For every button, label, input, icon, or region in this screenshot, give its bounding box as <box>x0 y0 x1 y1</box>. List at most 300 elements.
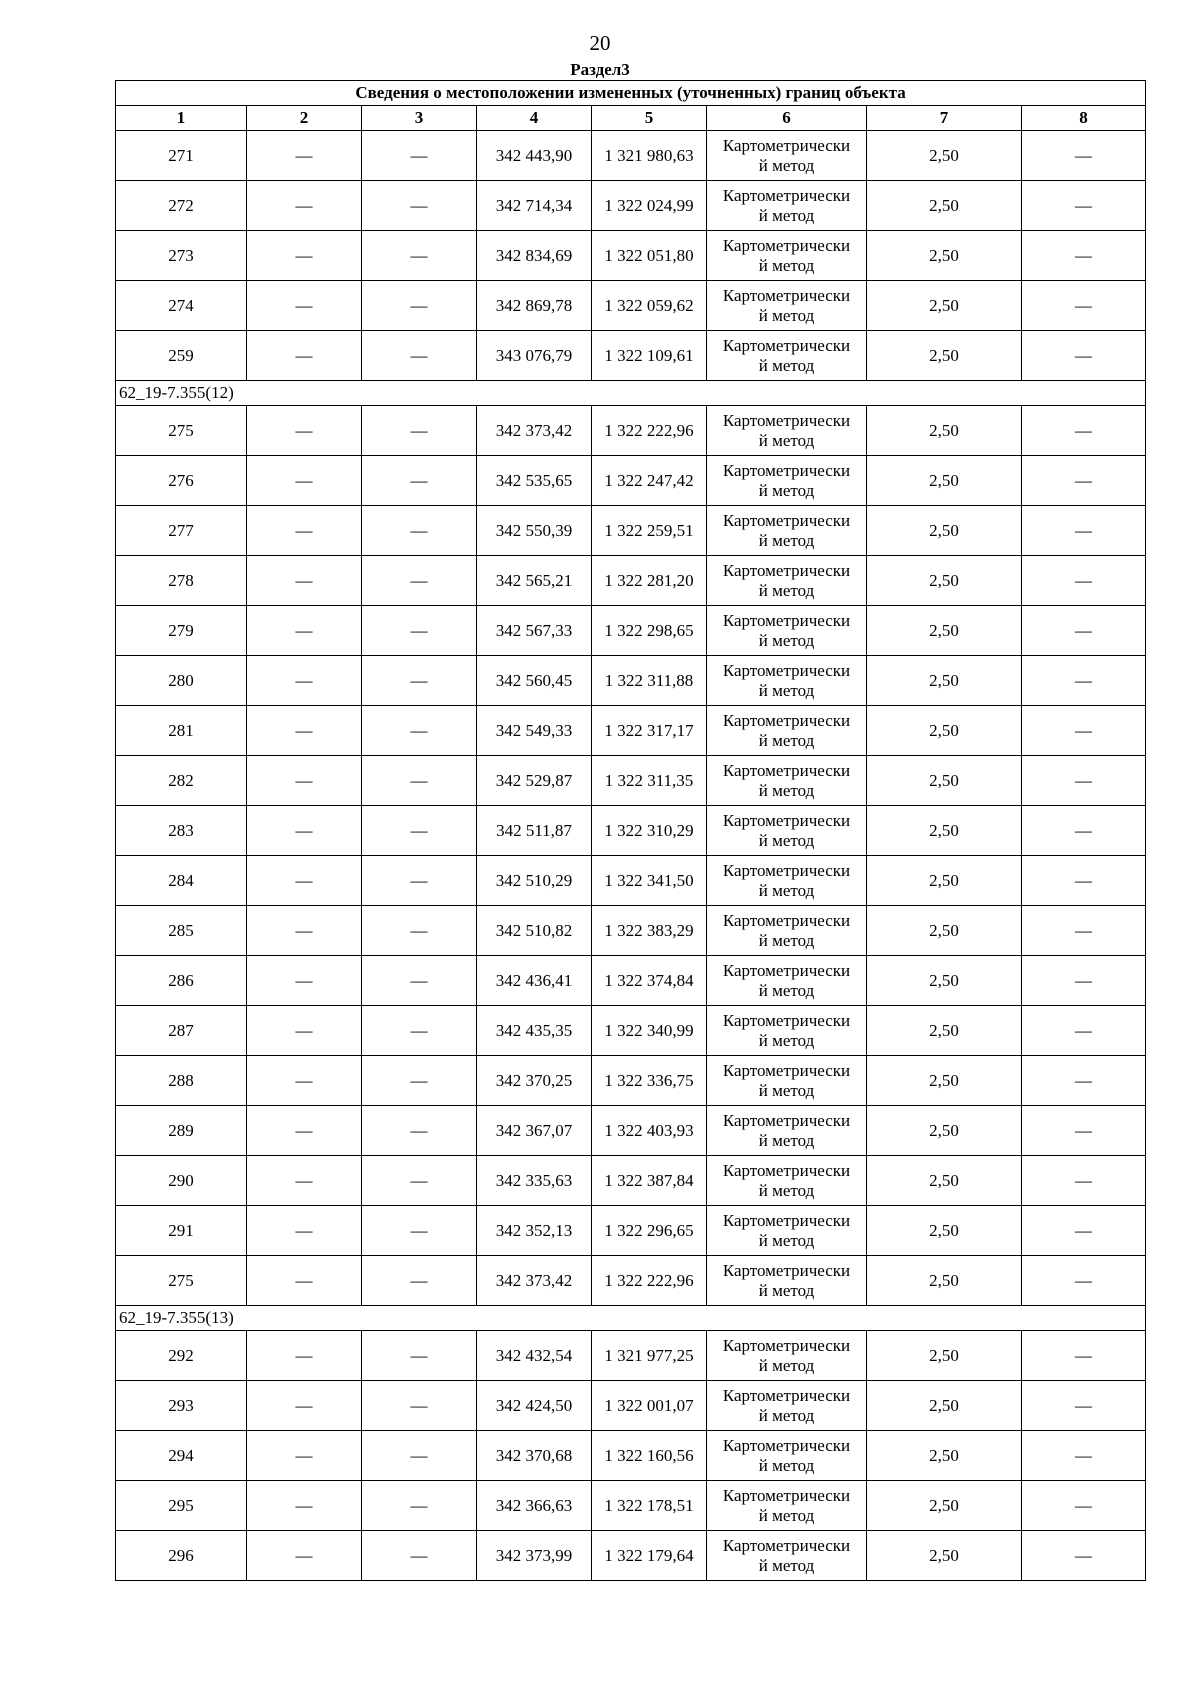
dash-cell: — <box>247 856 362 906</box>
dash-cell: — <box>247 956 362 1006</box>
method-line-1: Картометрически <box>722 910 851 930</box>
method-line-2: й метод <box>758 730 815 750</box>
method-cell <box>707 1431 867 1481</box>
point-number: 290 <box>116 1156 247 1206</box>
dash-cell: — <box>247 1106 362 1156</box>
dash-cell: — <box>1022 1331 1146 1381</box>
point-number: 275 <box>116 406 247 456</box>
method-cell <box>707 1056 867 1106</box>
column-number: 1 <box>116 106 247 131</box>
method-line-2: й метод <box>758 205 815 225</box>
method-line-2: й метод <box>758 1230 815 1250</box>
dash-cell: — <box>362 131 477 181</box>
point-number: 275 <box>116 1256 247 1306</box>
dash-cell: — <box>1022 281 1146 331</box>
parcel-group-label: 62_19-7.355(12) <box>116 381 1146 406</box>
method-line-2: й метод <box>758 580 815 600</box>
coordinate-x: 342 352,13 <box>477 1206 592 1256</box>
dash-cell: — <box>1022 756 1146 806</box>
accuracy: 2,50 <box>867 456 1022 506</box>
method-cell <box>707 131 867 181</box>
coordinate-y: 1 322 317,17 <box>592 706 707 756</box>
dash-cell: — <box>1022 406 1146 456</box>
dash-cell: — <box>1022 556 1146 606</box>
dash-cell: — <box>247 756 362 806</box>
coordinate-x: 342 549,33 <box>477 706 592 756</box>
method-line-2: й метод <box>758 1455 815 1475</box>
accuracy: 2,50 <box>867 556 1022 606</box>
method-cell <box>707 656 867 706</box>
point-number: 295 <box>116 1481 247 1531</box>
accuracy: 2,50 <box>867 1056 1022 1106</box>
accuracy: 2,50 <box>867 1481 1022 1531</box>
table-row <box>116 331 1146 381</box>
method-cell <box>707 1531 867 1581</box>
dash-cell: — <box>362 1006 477 1056</box>
accuracy: 2,50 <box>867 706 1022 756</box>
coordinate-x: 342 567,33 <box>477 606 592 656</box>
coordinate-x: 342 373,99 <box>477 1531 592 1581</box>
coordinate-x: 342 560,45 <box>477 656 592 706</box>
point-number: 296 <box>116 1531 247 1581</box>
table-caption: Сведения о местоположении измененных (уточненных) границ объекта <box>116 81 1146 106</box>
column-number: 5 <box>592 106 707 131</box>
method-line-1: Картометрически <box>722 1335 851 1355</box>
dash-cell: — <box>362 281 477 331</box>
accuracy: 2,50 <box>867 956 1022 1006</box>
method-line-2: й метод <box>758 1405 815 1425</box>
accuracy: 2,50 <box>867 1006 1022 1056</box>
dash-cell: — <box>247 456 362 506</box>
method-cell <box>707 456 867 506</box>
method-line-1: Картометрически <box>722 510 851 530</box>
method-line-2: й метод <box>758 780 815 800</box>
method-line-2: й метод <box>758 880 815 900</box>
point-number: 278 <box>116 556 247 606</box>
coordinate-x: 342 565,21 <box>477 556 592 606</box>
method-line-2: й метод <box>758 980 815 1000</box>
accuracy: 2,50 <box>867 506 1022 556</box>
dash-cell: — <box>247 181 362 231</box>
dash-cell: — <box>247 1481 362 1531</box>
method-cell <box>707 1381 867 1431</box>
coordinate-x: 342 511,87 <box>477 806 592 856</box>
coordinate-x: 342 535,65 <box>477 456 592 506</box>
method-line-1: Картометрически <box>722 960 851 980</box>
dash-cell: — <box>247 1006 362 1056</box>
method-line-1: Картометрически <box>722 660 851 680</box>
point-number: 259 <box>116 331 247 381</box>
dash-cell: — <box>362 906 477 956</box>
dash-cell: — <box>1022 1381 1146 1431</box>
method-cell <box>707 706 867 756</box>
dash-cell: — <box>247 656 362 706</box>
dash-cell: — <box>1022 231 1146 281</box>
point-number: 294 <box>116 1431 247 1481</box>
method-cell <box>707 556 867 606</box>
dash-cell: — <box>362 656 477 706</box>
method-line-1: Картометрически <box>722 1435 851 1455</box>
accuracy: 2,50 <box>867 1431 1022 1481</box>
accuracy: 2,50 <box>867 1531 1022 1581</box>
coordinate-y: 1 322 311,88 <box>592 656 707 706</box>
column-number: 7 <box>867 106 1022 131</box>
accuracy: 2,50 <box>867 231 1022 281</box>
boundary-coordinates-table <box>115 80 1146 1581</box>
dash-cell: — <box>247 806 362 856</box>
method-cell <box>707 506 867 556</box>
dash-cell: — <box>247 1206 362 1256</box>
coordinate-y: 1 322 059,62 <box>592 281 707 331</box>
method-cell <box>707 1256 867 1306</box>
coordinate-y: 1 322 383,29 <box>592 906 707 956</box>
coordinate-x: 342 510,29 <box>477 856 592 906</box>
table-row <box>116 1256 1146 1306</box>
accuracy: 2,50 <box>867 606 1022 656</box>
column-number: 2 <box>247 106 362 131</box>
method-line-2: й метод <box>758 1280 815 1300</box>
dash-cell: — <box>247 606 362 656</box>
dash-cell: — <box>247 1056 362 1106</box>
method-line-2: й метод <box>758 1180 815 1200</box>
point-number: 292 <box>116 1331 247 1381</box>
dash-cell: — <box>362 1106 477 1156</box>
table-row <box>116 1006 1146 1056</box>
dash-cell: — <box>1022 331 1146 381</box>
method-line-1: Картометрически <box>722 1110 851 1130</box>
dash-cell: — <box>247 506 362 556</box>
table-row <box>116 506 1146 556</box>
parcel-group-row <box>116 381 1146 406</box>
table-row <box>116 556 1146 606</box>
point-number: 276 <box>116 456 247 506</box>
table-row <box>116 756 1146 806</box>
coordinate-y: 1 322 259,51 <box>592 506 707 556</box>
table-row <box>116 956 1146 1006</box>
point-number: 285 <box>116 906 247 956</box>
method-cell <box>707 1331 867 1381</box>
accuracy: 2,50 <box>867 806 1022 856</box>
coordinate-y: 1 322 222,96 <box>592 1256 707 1306</box>
dash-cell: — <box>247 706 362 756</box>
coordinate-y: 1 322 109,61 <box>592 331 707 381</box>
table-row <box>116 281 1146 331</box>
accuracy: 2,50 <box>867 1156 1022 1206</box>
dash-cell: — <box>362 1481 477 1531</box>
point-number: 291 <box>116 1206 247 1256</box>
coordinate-x: 342 550,39 <box>477 506 592 556</box>
dash-cell: — <box>362 556 477 606</box>
method-line-2: й метод <box>758 1555 815 1575</box>
dash-cell: — <box>247 1381 362 1431</box>
coordinate-y: 1 322 374,84 <box>592 956 707 1006</box>
table-row <box>116 1056 1146 1106</box>
point-number: 280 <box>116 656 247 706</box>
table-row <box>116 456 1146 506</box>
dash-cell: — <box>247 331 362 381</box>
dash-cell: — <box>1022 1481 1146 1531</box>
dash-cell: — <box>362 456 477 506</box>
method-line-2: й метод <box>758 430 815 450</box>
dash-cell: — <box>362 231 477 281</box>
method-line-2: й метод <box>758 1130 815 1150</box>
point-number: 277 <box>116 506 247 556</box>
method-cell <box>707 406 867 456</box>
accuracy: 2,50 <box>867 756 1022 806</box>
column-number-row <box>116 106 1146 131</box>
dash-cell: — <box>1022 806 1146 856</box>
coordinate-x: 342 370,68 <box>477 1431 592 1481</box>
coordinate-x: 342 370,25 <box>477 1056 592 1106</box>
accuracy: 2,50 <box>867 1106 1022 1156</box>
coordinate-y: 1 322 160,56 <box>592 1431 707 1481</box>
coordinate-x: 342 367,07 <box>477 1106 592 1156</box>
column-number: 8 <box>1022 106 1146 131</box>
table-row <box>116 656 1146 706</box>
table-row <box>116 1531 1146 1581</box>
coordinate-y: 1 322 298,65 <box>592 606 707 656</box>
coordinate-x: 343 076,79 <box>477 331 592 381</box>
dash-cell: — <box>247 281 362 331</box>
dash-cell: — <box>362 606 477 656</box>
point-number: 288 <box>116 1056 247 1106</box>
method-line-1: Картометрически <box>722 560 851 580</box>
coordinate-y: 1 322 387,84 <box>592 1156 707 1206</box>
point-number: 274 <box>116 281 247 331</box>
dash-cell: — <box>247 406 362 456</box>
coordinate-x: 342 335,63 <box>477 1156 592 1206</box>
method-line-2: й метод <box>758 630 815 650</box>
dash-cell: — <box>362 1056 477 1106</box>
method-line-1: Картометрически <box>722 860 851 880</box>
accuracy: 2,50 <box>867 856 1022 906</box>
dash-cell: — <box>362 1206 477 1256</box>
method-line-2: й метод <box>758 255 815 275</box>
point-number: 273 <box>116 231 247 281</box>
table-row <box>116 131 1146 181</box>
coordinate-x: 342 869,78 <box>477 281 592 331</box>
dash-cell: — <box>1022 131 1146 181</box>
accuracy: 2,50 <box>867 1331 1022 1381</box>
point-number: 287 <box>116 1006 247 1056</box>
method-cell <box>707 1206 867 1256</box>
dash-cell: — <box>362 1156 477 1206</box>
method-line-1: Картометрически <box>722 760 851 780</box>
point-number: 282 <box>116 756 247 806</box>
dash-cell: — <box>362 181 477 231</box>
accuracy: 2,50 <box>867 131 1022 181</box>
coordinate-y: 1 321 977,25 <box>592 1331 707 1381</box>
method-line-2: й метод <box>758 480 815 500</box>
point-number: 286 <box>116 956 247 1006</box>
coordinate-x: 342 424,50 <box>477 1381 592 1431</box>
method-line-2: й метод <box>758 305 815 325</box>
method-line-1: Картометрически <box>722 185 851 205</box>
dash-cell: — <box>362 331 477 381</box>
coordinate-y: 1 322 281,20 <box>592 556 707 606</box>
coordinate-x: 342 529,87 <box>477 756 592 806</box>
coordinate-x: 342 834,69 <box>477 231 592 281</box>
dash-cell: — <box>362 1256 477 1306</box>
coordinate-x: 342 443,90 <box>477 131 592 181</box>
point-number: 279 <box>116 606 247 656</box>
accuracy: 2,50 <box>867 281 1022 331</box>
dash-cell: — <box>362 1381 477 1431</box>
method-line-1: Картометрически <box>722 710 851 730</box>
coordinate-y: 1 321 980,63 <box>592 131 707 181</box>
point-number: 272 <box>116 181 247 231</box>
dash-cell: — <box>1022 1056 1146 1106</box>
method-cell <box>707 231 867 281</box>
dash-cell: — <box>1022 906 1146 956</box>
dash-cell: — <box>247 1156 362 1206</box>
dash-cell: — <box>247 1531 362 1581</box>
coordinate-x: 342 366,63 <box>477 1481 592 1531</box>
method-line-2: й метод <box>758 830 815 850</box>
table-row <box>116 406 1146 456</box>
dash-cell: — <box>362 956 477 1006</box>
method-cell <box>707 281 867 331</box>
method-cell <box>707 856 867 906</box>
method-cell <box>707 331 867 381</box>
dash-cell: — <box>1022 956 1146 1006</box>
dash-cell: — <box>247 1331 362 1381</box>
dash-cell: — <box>362 1431 477 1481</box>
dash-cell: — <box>1022 1531 1146 1581</box>
coordinate-y: 1 322 310,29 <box>592 806 707 856</box>
method-line-2: й метод <box>758 355 815 375</box>
method-line-2: й метод <box>758 1030 815 1050</box>
dash-cell: — <box>1022 856 1146 906</box>
table-row <box>116 706 1146 756</box>
accuracy: 2,50 <box>867 406 1022 456</box>
coordinate-y: 1 322 296,65 <box>592 1206 707 1256</box>
method-line-1: Картометрически <box>722 1060 851 1080</box>
method-line-2: й метод <box>758 1505 815 1525</box>
dash-cell: — <box>1022 1431 1146 1481</box>
coordinate-x: 342 436,41 <box>477 956 592 1006</box>
coordinate-x: 342 435,35 <box>477 1006 592 1056</box>
parcel-group-row <box>116 1306 1146 1331</box>
accuracy: 2,50 <box>867 1206 1022 1256</box>
dash-cell: — <box>247 231 362 281</box>
dash-cell: — <box>362 1531 477 1581</box>
dash-cell: — <box>1022 1006 1146 1056</box>
page-number: 20 <box>589 31 611 55</box>
column-number: 4 <box>477 106 592 131</box>
method-line-1: Картометрически <box>722 1210 851 1230</box>
coordinate-y: 1 322 222,96 <box>592 406 707 456</box>
point-number: 284 <box>116 856 247 906</box>
table-row <box>116 1206 1146 1256</box>
dash-cell: — <box>362 856 477 906</box>
coordinate-x: 342 714,34 <box>477 181 592 231</box>
dash-cell: — <box>1022 181 1146 231</box>
method-line-1: Картометрически <box>722 610 851 630</box>
table-row <box>116 181 1146 231</box>
dash-cell: — <box>362 806 477 856</box>
method-line-1: Картометрически <box>722 810 851 830</box>
method-cell <box>707 806 867 856</box>
method-line-2: й метод <box>758 530 815 550</box>
coordinate-x: 342 373,42 <box>477 406 592 456</box>
table-row <box>116 1481 1146 1531</box>
method-line-1: Картометрически <box>722 460 851 480</box>
point-number: 281 <box>116 706 247 756</box>
dash-cell: — <box>362 1331 477 1381</box>
method-line-2: й метод <box>758 930 815 950</box>
table-row <box>116 1381 1146 1431</box>
method-cell <box>707 1156 867 1206</box>
method-line-1: Картометрически <box>722 235 851 255</box>
method-line-1: Картометрически <box>722 1535 851 1555</box>
table-row <box>116 1106 1146 1156</box>
coordinate-x: 342 510,82 <box>477 906 592 956</box>
accuracy: 2,50 <box>867 906 1022 956</box>
method-cell <box>707 181 867 231</box>
coordinate-y: 1 322 336,75 <box>592 1056 707 1106</box>
method-cell <box>707 606 867 656</box>
method-line-1: Картометрически <box>722 1385 851 1405</box>
coordinate-y: 1 322 340,99 <box>592 1006 707 1056</box>
accuracy: 2,50 <box>867 181 1022 231</box>
method-line-1: Картометрически <box>722 1160 851 1180</box>
coordinate-y: 1 322 247,42 <box>592 456 707 506</box>
coordinate-y: 1 322 051,80 <box>592 231 707 281</box>
method-cell <box>707 1106 867 1156</box>
dash-cell: — <box>1022 656 1146 706</box>
dash-cell: — <box>1022 456 1146 506</box>
method-line-1: Картометрически <box>722 1485 851 1505</box>
method-line-2: й метод <box>758 1080 815 1100</box>
accuracy: 2,50 <box>867 1381 1022 1431</box>
dash-cell: — <box>1022 606 1146 656</box>
dash-cell: — <box>362 406 477 456</box>
dash-cell: — <box>1022 1256 1146 1306</box>
table-row <box>116 806 1146 856</box>
method-line-1: Картометрически <box>722 1260 851 1280</box>
method-cell <box>707 956 867 1006</box>
dash-cell: — <box>362 756 477 806</box>
method-line-2: й метод <box>758 680 815 700</box>
point-number: 283 <box>116 806 247 856</box>
method-cell <box>707 1481 867 1531</box>
dash-cell: — <box>1022 1156 1146 1206</box>
coordinate-y: 1 322 311,35 <box>592 756 707 806</box>
method-cell <box>707 906 867 956</box>
dash-cell: — <box>1022 506 1146 556</box>
accuracy: 2,50 <box>867 331 1022 381</box>
accuracy: 2,50 <box>867 1256 1022 1306</box>
method-line-1: Картометрически <box>722 335 851 355</box>
coordinate-y: 1 322 178,51 <box>592 1481 707 1531</box>
method-cell <box>707 756 867 806</box>
point-number: 289 <box>116 1106 247 1156</box>
dash-cell: — <box>247 1256 362 1306</box>
table-row <box>116 1431 1146 1481</box>
section-title: Раздел3 <box>570 60 630 79</box>
dash-cell: — <box>247 131 362 181</box>
method-line-1: Картометрически <box>722 285 851 305</box>
coordinate-x: 342 432,54 <box>477 1331 592 1381</box>
dash-cell: — <box>362 706 477 756</box>
dash-cell: — <box>1022 1106 1146 1156</box>
coordinate-x: 342 373,42 <box>477 1256 592 1306</box>
table-row <box>116 231 1146 281</box>
column-number: 6 <box>707 106 867 131</box>
table-row <box>116 1331 1146 1381</box>
dash-cell: — <box>362 506 477 556</box>
